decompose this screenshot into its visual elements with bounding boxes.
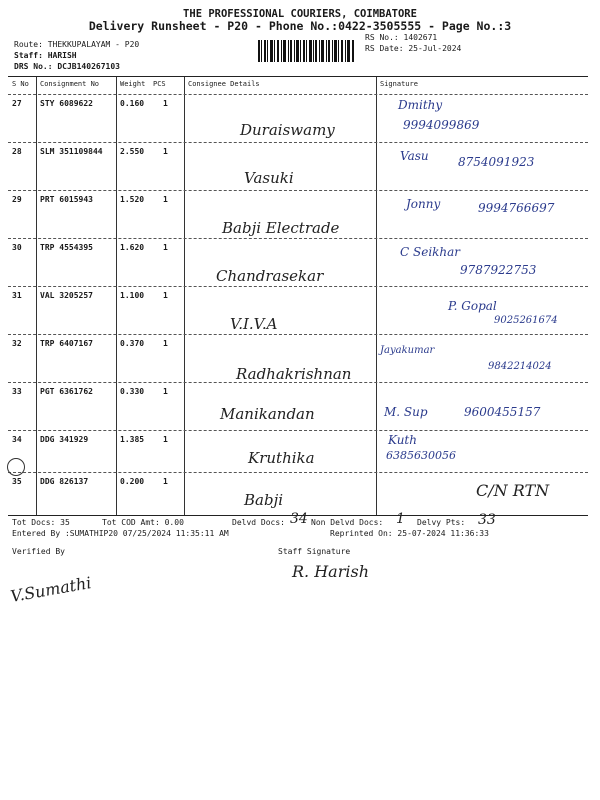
row-signature: C Seikhar <box>400 245 461 259</box>
row-weight: 1.385 <box>120 435 145 444</box>
row-pcs: 1 <box>163 435 168 444</box>
col-header-pcs: PCS <box>153 80 166 88</box>
delvd-docs-value: 34 <box>290 511 308 527</box>
row-consignee: Manikandan <box>220 405 315 423</box>
barcode-icon <box>258 40 354 62</box>
row-weight: 0.160 <box>120 99 145 108</box>
row-consignee: Chandrasekar <box>216 267 324 285</box>
row-weight: 1.620 <box>120 243 145 252</box>
row-consignee: Babji Electrade <box>222 219 340 237</box>
row-consignment: VAL 3205257 <box>40 291 93 300</box>
rs-number: RS No.: 1402671 <box>365 33 438 42</box>
row-consignee: Vasuki <box>244 169 294 187</box>
table-row <box>8 142 588 191</box>
col-header-weight: Weight <box>120 80 146 88</box>
verified-signature: V.Sumathi <box>8 573 93 606</box>
table-row <box>8 190 588 239</box>
row-consignment: STY 6089622 <box>40 99 93 108</box>
col-header-sno: S No <box>12 80 29 88</box>
tot-cod-amount: Tot COD Amt: 0.00 <box>102 518 184 527</box>
row-pcs: 1 <box>163 339 168 348</box>
row-pcs: 1 <box>163 387 168 396</box>
circled-row-marker <box>7 458 25 476</box>
row-phone: 9787922753 <box>460 263 537 277</box>
row-phone: 9842214024 <box>488 361 552 372</box>
table-row <box>8 382 588 431</box>
row-phone: 6385630056 <box>386 449 456 462</box>
row-consignment: PGT 6361762 <box>40 387 93 396</box>
row-consignment: DDG 341929 <box>40 435 89 444</box>
col-header-signature: Signature <box>380 80 418 88</box>
row-weight: 0.370 <box>120 339 145 348</box>
row-phone: 9994766697 <box>478 201 555 215</box>
row-consignee: Radhakrishnan <box>236 365 352 383</box>
row-weight: 1.100 <box>120 291 145 300</box>
tot-docs: Tot Docs: 35 <box>12 518 70 527</box>
col-header-consignee: Consignee Details <box>188 80 260 88</box>
table-row <box>8 430 588 473</box>
table-row <box>8 334 588 383</box>
row-consignment: PRT 6015943 <box>40 195 93 204</box>
row-sno: 34 <box>12 435 22 444</box>
delvy-pts-label: Delvy Pts: <box>417 518 466 527</box>
row-sno: 31 <box>12 291 22 300</box>
row-pcs: 1 <box>163 99 168 108</box>
row-pcs: 1 <box>163 147 168 156</box>
runsheet-table <box>8 76 588 516</box>
non-delvd-label: Non Delvd Docs: <box>311 518 384 527</box>
runsheet-title: Delivery Runsheet - P20 - Phone No.:0422-3505555 - Page No.:3 <box>88 19 512 33</box>
staff-signature-label: Staff Signature <box>278 547 351 556</box>
rs-date: RS Date: 25-Jul-2024 <box>365 44 462 53</box>
row-sno: 27 <box>12 99 22 108</box>
delvd-docs-label: Delvd Docs: <box>232 518 285 527</box>
row-pcs: 1 <box>163 195 168 204</box>
drs-label: DRS No.: DCJB140267103 <box>14 62 120 71</box>
row-phone: 9025261674 <box>494 315 558 326</box>
row-signature: M. Sup <box>384 405 428 419</box>
table-row <box>8 94 588 143</box>
row-weight: 1.520 <box>120 195 145 204</box>
row-consignment: TRP 6407167 <box>40 339 93 348</box>
row-signature: Vasu <box>400 149 429 163</box>
row-sno: 33 <box>12 387 22 396</box>
entered-by: Entered By :SUMATHIP20 07/25/2024 11:35:11 AM <box>12 529 229 538</box>
row-phone: 9994099869 <box>403 118 480 132</box>
table-row <box>8 472 588 516</box>
table-row <box>8 286 588 335</box>
row-signature: Jayakumar <box>380 345 435 356</box>
row-sno: 29 <box>12 195 22 204</box>
row-consignee: Kruthika <box>248 449 315 467</box>
row-pcs: 1 <box>163 243 168 252</box>
verified-by-label: Verified By <box>12 547 65 556</box>
row-signature: Kuth <box>388 433 417 447</box>
row-signature: P. Gopal <box>448 299 497 313</box>
row-consignee: Duraiswamy <box>240 121 335 139</box>
row-pcs: 1 <box>163 477 168 486</box>
table-row <box>8 238 588 287</box>
row-consignment: TRP 4554395 <box>40 243 93 252</box>
row-weight: 2.550 <box>120 147 145 156</box>
row-consignee: V.I.V.A <box>230 315 278 333</box>
row-signature: Jonny <box>406 197 441 211</box>
staff-label: Staff: HARISH <box>14 51 77 60</box>
row-signature: Dmithy <box>398 98 443 112</box>
row-consignment: SLM 351109844 <box>40 147 103 156</box>
row-sno: 30 <box>12 243 22 252</box>
row-pcs: 1 <box>163 291 168 300</box>
row-consignment: DDG 826137 <box>40 477 89 486</box>
delvy-pts-value: 33 <box>478 512 496 528</box>
row-sno: 35 <box>12 477 22 486</box>
row-signature: C/N RTN <box>476 481 550 500</box>
row-weight: 0.200 <box>120 477 145 486</box>
route-label: Route: THEKKUPALAYAM - P20 <box>14 40 140 49</box>
row-sno: 28 <box>12 147 22 156</box>
reprinted-on: Reprinted On: 25-07-2024 11:36:33 <box>330 529 489 538</box>
row-phone: 9600455157 <box>464 405 541 419</box>
row-phone: 8754091923 <box>458 155 535 169</box>
row-consignee: Babji <box>244 491 284 509</box>
company-title: THE PROFESSIONAL COURIERS, COIMBATORE <box>183 8 417 20</box>
staff-signature: R. Harish <box>292 562 369 581</box>
non-delvd-value: 1 <box>396 511 405 527</box>
row-weight: 0.330 <box>120 387 145 396</box>
row-sno: 32 <box>12 339 22 348</box>
col-header-consignment: Consignment No <box>40 80 100 88</box>
